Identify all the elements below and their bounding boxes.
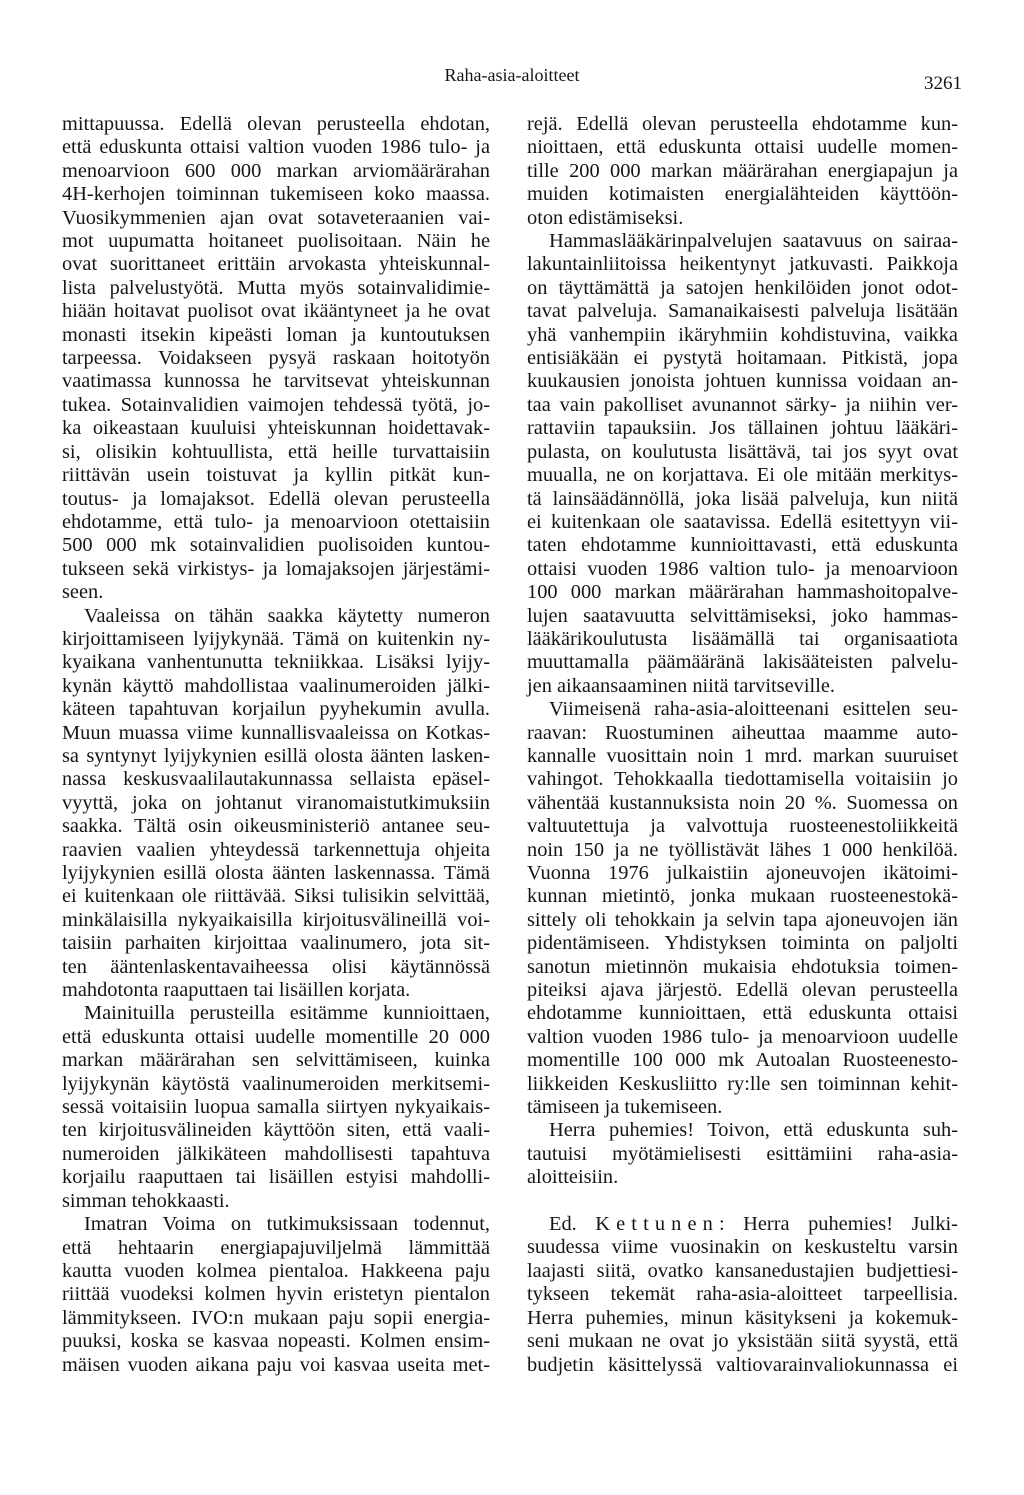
text-line: rattaviin tapauksiin. Jos tällainen johtuu lääkäri- <box>527 417 958 440</box>
text-line: mittapuussa. Edellä olevan perusteella ehdotan, <box>62 113 490 135</box>
text-line: taa vain pakolliset avunannot särky- ja niihin ver- <box>527 393 958 416</box>
text-line: suudessa viime vuosinakin on keskusteltu varsin <box>527 1236 958 1259</box>
text-line: Imatran Voima on tutkimuksissaan todennut, <box>84 1213 490 1236</box>
right-column <box>527 113 958 1377</box>
text-line: piteiksi ajava järjestö. Edellä olevan perusteella <box>527 979 958 1002</box>
text-line: vahingot. Tehokkaalla tiedottamisella voitaisiin jo <box>527 768 958 791</box>
paragraph <box>62 605 490 1003</box>
text-line: laajasti siitä, ovatko kansanedustajien budjettiesi- <box>527 1259 958 1282</box>
text-line: 500 000 mk sotainvalidien puolisoiden kuntou- <box>62 534 490 557</box>
text-line: 100 000 markan määrärahan hammashoitopalve- <box>527 581 958 604</box>
text-line <box>527 1213 958 1236</box>
text-line: Herra puhemies, minun käsitykseni ja kokemuk- <box>527 1306 958 1329</box>
text-line: lista palvelustyötä. Mutta myös sotainvalidimie- <box>62 276 490 299</box>
text-line: menoarvioon 600 000 markan arviomäärärahan <box>62 159 490 182</box>
text-line: valtuutettuja ja valvottuja ruosteenestoliikkeitä <box>527 815 958 838</box>
running-header: Raha-asia-aloitteet <box>444 65 580 85</box>
text-line: kyaikana vanhentunutta tekniikkaa. Lisäksi lyijy- <box>62 651 490 674</box>
text-line: saakka. Tältä osin oikeusministeriö antanee seu- <box>62 815 490 838</box>
speaker-title: Ed. <box>549 1213 577 1236</box>
text-line: lääkärikoulutusta lisäämällä tai organisaatiota <box>527 627 958 650</box>
paragraph <box>62 1002 490 1213</box>
text-line: mahdotonta raaputtaen tai lisäillen korjata. <box>62 979 411 1002</box>
text-line: lyijykynän käytöstä vaalinumeroiden merkitsemi- <box>62 1072 490 1095</box>
text-line: kautta vuoden kolmea pientaloa. Hakkeena paju <box>62 1259 490 1282</box>
text-line: vyyttä, joka on johtanut viranomaistutkimuksiin <box>62 791 490 814</box>
text-line: rejä. Edellä olevan perusteella ehdotamme kun- <box>527 113 958 135</box>
text-line: sa syntynyt lyijykynien esillä olosta äänten lasken- <box>62 744 490 767</box>
text-line: raavien vaalien yhteydessä tarkennettuja ohjeita <box>62 838 490 861</box>
text-line: aloitteisiin. <box>527 1166 619 1189</box>
text-line: tarpeessa. Voidakseen pysyä raskaan hoitotyön <box>62 347 490 370</box>
text-line: kannalle vuosittain noin 1 mrd. markan suuruiset <box>527 744 958 767</box>
speaker-colon: : <box>718 1213 725 1236</box>
text-line: hiään hoitavat puolisot ovat ikääntyneet ja he ovat <box>62 300 490 323</box>
speech-paragraph <box>527 1213 958 1377</box>
text-line: budjetin käsittelyssä valtiovarainvaliokunnassa ei <box>527 1353 958 1376</box>
text-line: ottaisi vuoden 1986 valtion tulo- ja menoarvioon <box>527 557 958 580</box>
speaker-name: Kettunen <box>595 1213 719 1236</box>
text-line: ten kirjoitusvälineiden käyttöön siten, että vaali- <box>62 1119 490 1142</box>
text-line: kunnan mietintö, jonka mukaan ruosteenestokä- <box>527 885 958 908</box>
text-line: tukseen sekä virkistys- ja lomajaksojen järjestämi- <box>62 557 490 580</box>
text-line: sittely oli tehokkain ja selvin tapa ajoneuvojen iän <box>527 908 958 931</box>
text-line: jen aikaansaaminen niitä tarvitseville. <box>527 674 836 697</box>
text-line: markan määrärahan sen selvittämiseen, kuinka <box>62 1049 490 1072</box>
text-line: tukea. Sotainvalidien vaimojen tehdessä työtä, jo- <box>62 393 490 416</box>
text-line: Viimeisenä raha-asia-aloitteenani esittelen seu- <box>549 698 958 721</box>
text-line: Vuonna 1976 julkaistiin ajoneuvojen ikätoimi- <box>527 862 958 884</box>
text-line: vaatimassa kunnossa he tarvitsevat yhteiskunnan <box>62 370 490 393</box>
text-line: Mainituilla perusteilla esitämme kunnioittaen, <box>84 1002 490 1025</box>
page-number: 3261 <box>924 73 962 94</box>
text-line: Muun muassa viime kunnallisvaaleissa on Kotkas- <box>62 721 490 744</box>
text-line: on täyttämättä ja satojen henkilöiden jonot odot- <box>527 276 958 299</box>
text-line: kuukausien jonoista johtuen kunnissa voidaan an- <box>527 370 958 393</box>
text-line: Hammaslääkärinpalvelujen saatavuus on sairaa- <box>549 230 958 253</box>
text-line: muualla, ne on korjattava. Ei ole mitään merkitys- <box>527 464 958 487</box>
text-line: kirjoittamiseen lyijykynää. Tämä on kuitenkin ny- <box>62 627 490 650</box>
text-line: että hehtaarin energiapajuviljelmä lämmittää <box>62 1236 490 1259</box>
text-line: tämiseen ja tukemiseen. <box>527 1096 723 1119</box>
text-line: tä lainsäädännöllä, joka lisää palveluja, kun niitä <box>527 487 958 510</box>
text-line: Vaaleissa on tähän saakka käytetty numeron <box>84 604 490 627</box>
paragraph <box>527 1119 958 1189</box>
text-line: pulasta, on koulutusta lisättävä, tai jos syyt ovat <box>527 440 958 463</box>
text-line: nassa keskusvaalilautakunnassa sellaista epäsel- <box>62 768 490 791</box>
text-line: tautuisi myötämielisesti esittämiini raha-asia- <box>527 1142 958 1165</box>
text-line: lakuntainliitoissa heikentynyt jatkuvasti. Paikkoja <box>527 253 958 276</box>
text-line: ehdotamme, että tulo- ja menoarvioon otettaisiin <box>62 510 490 533</box>
paragraph <box>527 230 958 698</box>
text-line: tykseen tekemät raha-asia-aloitteet tarpeellisia. <box>527 1283 958 1306</box>
text-line: riittää vuodeksi kolmen hyvin eristetyn pientalon <box>62 1283 490 1306</box>
text-line: ehdotamme kunnioittaen, että eduskunta ottaisi <box>527 1002 958 1025</box>
text-line: kynän käyttö mahdollistaa vaalinumeroiden jälki- <box>62 674 490 697</box>
text-line: mäisen vuoden aikana paju voi kasvaa useita met- <box>62 1353 490 1376</box>
left-column <box>62 113 490 1377</box>
paragraph <box>527 698 958 1119</box>
text-line: liikkeiden Keskusliitto ry:lle sen toiminnan kehit- <box>527 1072 958 1095</box>
text-line: valtion vuoden 1986 tulo- ja menoarvioon uudelle <box>527 1025 958 1048</box>
text-line: tille 200 000 markan määrärahan energiapajun ja <box>527 159 958 182</box>
text-line: vähentää kustannuksista noin 20 %. Suomessa on <box>527 791 958 814</box>
text-line: lämmitykseen. IVO:n mukaan paju sopii energia- <box>62 1306 490 1329</box>
text-line: Vuosikymmenien ajan ovat sotaveteraanien vai- <box>62 206 490 229</box>
text-line: puuksi, koska se kasvaa nopeasti. Kolmen ensim- <box>62 1330 490 1353</box>
text-line: Herra puhemies! Toivon, että eduskunta suh- <box>549 1119 958 1142</box>
text-line: entisiäkään ei pystytä hoitamaan. Pitkistä, jopa <box>527 347 958 370</box>
text-line: muiden kotimaisten energialähteiden käyttöön- <box>527 183 958 206</box>
text-line: mot uupumatta hoitaneet puolisoitaan. Näin he <box>62 230 490 253</box>
text-line: pidentämiseen. Yhdistyksen toiminta on paljolti <box>527 932 958 955</box>
text-line: käteen tapahtuvan korjailun pyyhekumin avulla. <box>62 698 490 721</box>
text-line: sanotun mietinnön mukaisia ehdotuksia toimen- <box>527 955 958 978</box>
text-line: yhä vanhempiin ikäryhmiin kohdistuvina, vaikka <box>527 323 958 346</box>
text-line: ei kuitenkaan ole saatavissa. Edellä esitettyyn vii- <box>527 510 958 533</box>
text-line: lyijykynien esillä olosta äänten laskennassa. Tämä <box>62 862 490 884</box>
text-line: nioittaen, että eduskunta ottaisi uudelle momen- <box>527 136 958 159</box>
text-line: muuttamalla päämääränä lakisääteisten palvelu- <box>527 651 958 674</box>
text-line: si, olisikin kohtuullista, että heille turvattaisiin <box>62 440 490 463</box>
text-line: ka oikeastaan kuuluisi yhteiskunnan hoidettavak- <box>62 417 490 440</box>
text-line: ten ääntenlaskentavaiheessa olisi käytännössä <box>62 955 490 978</box>
text-line: minkälaisilla nykyaikaisilla kirjoitusvälineillä voi- <box>62 908 490 931</box>
text-line: taten ehdotamme kunnioittavasti, että eduskunta <box>527 534 958 557</box>
text-line: seen. <box>62 581 104 604</box>
text-line: ovat suorittaneet erittäin arvokasta yhteiskunnal- <box>62 253 490 276</box>
speech-text: Herra puhemies! Julki- <box>743 1213 958 1236</box>
text-line: riittävän usein toistuvat ja kyllin pitkät kun- <box>62 464 490 487</box>
text-line: korjailu raaputtaen tai lisäillen estyisi mahdolli- <box>62 1166 490 1189</box>
paragraph <box>62 113 490 605</box>
text-line: seni mukaan ne ovat jo yksistään siitä syystä, että <box>527 1330 958 1353</box>
text-line: momentille 100 000 mk Autoalan Ruosteenesto- <box>527 1049 958 1072</box>
text-line: noin 150 ja ne työllistävät lähes 1 000 henkilöä. <box>527 838 958 861</box>
text-line: simman tehokkaasti. <box>62 1189 230 1212</box>
text-line: lujen saatavuutta selvittämiseksi, joko hammas- <box>527 604 958 627</box>
text-line: ei kuitenkaan ole riittävää. Siksi tulisikin selvittää, <box>62 885 490 908</box>
text-line: 4H-kerhojen toiminnan tukemiseen koko maassa. <box>62 183 490 206</box>
text-line: raavan: Ruostuminen aiheuttaa maamme auto- <box>527 721 958 744</box>
text-line: tavat palveluja. Samanaikaisesti palveluja lisätään <box>527 300 958 323</box>
text-line: monasti itsekin kipeästi loman ja kuntoutuksen <box>62 323 490 346</box>
text-line: taisiin parhaiten kirjoittaa vaalinumero, jota sit- <box>62 932 490 955</box>
text-line: että eduskunta ottaisi valtion vuoden 1986 tulo- ja <box>62 136 490 159</box>
text-line: numeroiden jälkikäteen mahdollisesti tapahtuva <box>62 1142 490 1165</box>
paragraph <box>527 113 958 230</box>
text-line: toutus- ja lomajaksot. Edellä olevan perusteella <box>62 487 490 510</box>
text-line: että eduskunta ottaisi uudelle momentille 20 000 <box>62 1025 490 1048</box>
text-line: oton edistämiseksi. <box>527 206 684 229</box>
text-line: sessä voitaisiin luopua samalla siirtyen nykyaikais- <box>62 1096 490 1119</box>
paragraph <box>62 1213 490 1377</box>
